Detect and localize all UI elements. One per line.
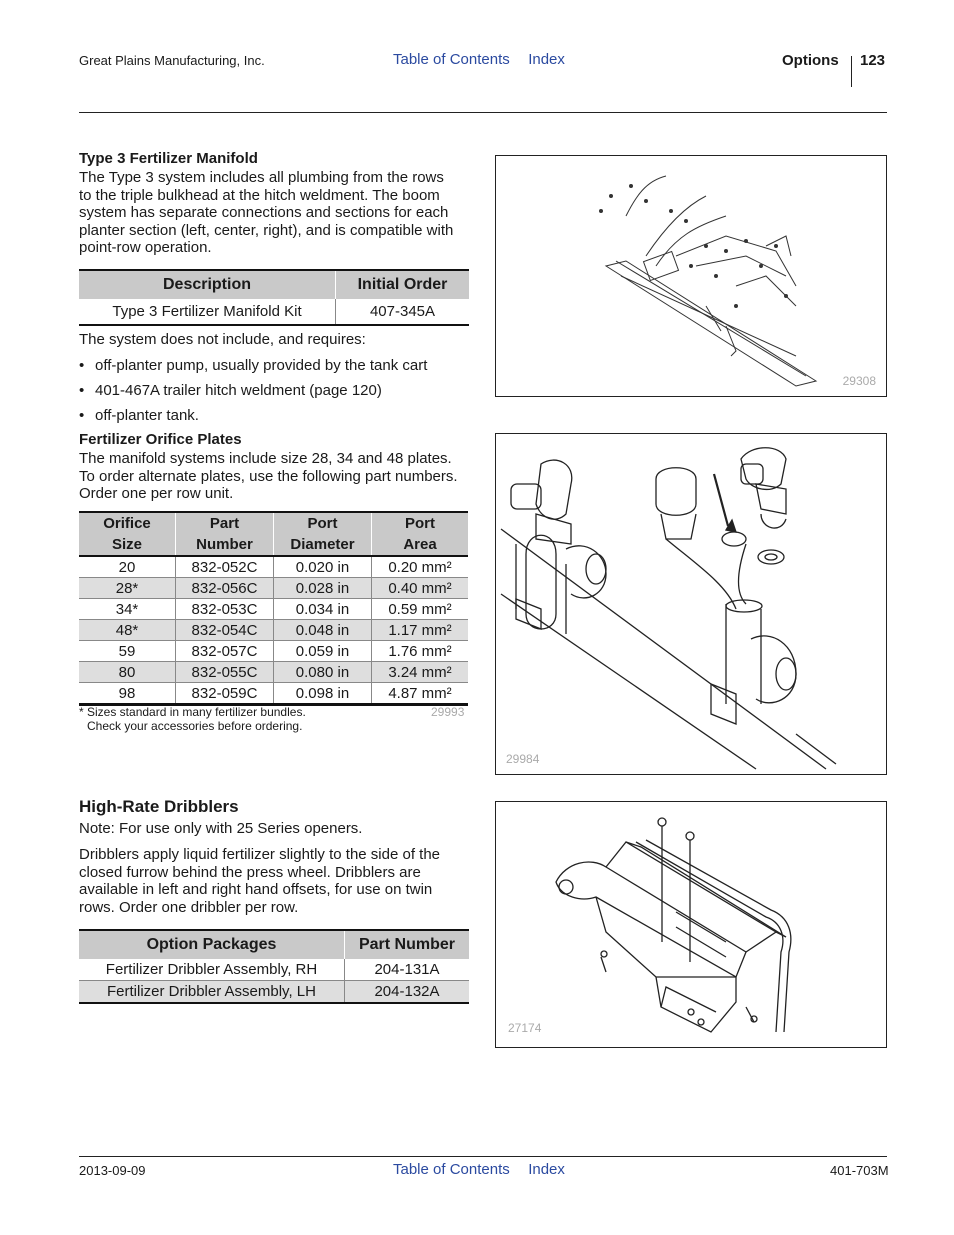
header-rule <box>79 112 887 113</box>
table-row <box>79 662 468 683</box>
list-item-text: off-planter pump, usually provided by the tank cart <box>95 357 428 374</box>
text-line: available in left and right hand offsets, for use on twin <box>79 881 433 898</box>
table-cell: 34* <box>79 599 176 620</box>
text-line: closed furrow behind the press wheel. Dribblers are <box>79 863 421 881</box>
column-header: Description <box>79 270 336 299</box>
table-cell: 98 <box>79 683 176 705</box>
column-header <box>372 512 469 556</box>
table-cell: 0.098 in <box>274 683 372 705</box>
table-row <box>79 578 468 599</box>
table-cell: Fertilizer Dribbler Assembly, LH <box>79 981 345 1004</box>
table-cell: 832-059C <box>176 683 274 705</box>
column-header: Option Packages <box>79 930 345 959</box>
text-line: point-row operation. <box>79 239 212 256</box>
manifold-illustration <box>496 156 886 396</box>
table-row <box>79 959 469 981</box>
table-cell: 59 <box>79 641 176 662</box>
requires-text: The system does not include, and requires: <box>79 331 366 348</box>
table-header-row <box>79 930 469 959</box>
dribbler-illustration <box>496 802 886 1047</box>
list-item <box>79 357 427 374</box>
manifold-heading: Type 3 Fertilizer Manifold <box>79 150 258 167</box>
header-line: Port <box>307 515 338 532</box>
table-cell: 832-057C <box>176 641 274 662</box>
orifice-plates-table <box>79 511 468 706</box>
table-cell: 3.24 mm² <box>372 662 469 683</box>
table-cell: 0.048 in <box>274 620 372 641</box>
header-line: Diameter <box>290 536 355 553</box>
table-row <box>79 556 468 578</box>
table-cell: 204-131A <box>345 959 470 981</box>
table-cell: 0.20 mm² <box>372 556 469 578</box>
list-item-text: off-planter tank. <box>95 407 199 424</box>
table-row <box>79 299 469 325</box>
header-divider <box>851 56 852 87</box>
text-line: to the triple bulkhead at the hitch weldment. The boom <box>79 186 440 204</box>
text-line: rows. Order one dribbler per row. <box>79 898 299 916</box>
footnote-line: * Sizes standard in many fertilizer bundles. <box>79 705 306 719</box>
table-cell: 0.59 mm² <box>372 599 469 620</box>
table-cell: 0.40 mm² <box>372 578 469 599</box>
table-row <box>79 599 468 620</box>
company-name: Great Plains Manufacturing, Inc. <box>79 53 265 68</box>
column-header <box>274 512 372 556</box>
table-cell: Type 3 Fertilizer Manifold Kit <box>79 299 336 325</box>
footer-nav <box>393 1161 579 1179</box>
footer-rule <box>79 1156 887 1157</box>
table-cell: 48* <box>79 620 176 641</box>
bullet-icon: • <box>79 357 85 374</box>
table-cell: 28* <box>79 578 176 599</box>
list-item <box>79 407 199 424</box>
bullet-icon: • <box>79 382 85 399</box>
orifice-intro <box>79 450 479 503</box>
figure-number: 29984 <box>506 752 540 766</box>
table-cell: 0.059 in <box>274 641 372 662</box>
column-header <box>79 512 176 556</box>
table-cell: 4.87 mm² <box>372 683 469 705</box>
header-line: Area <box>403 536 437 553</box>
header-line: Orifice <box>103 515 151 532</box>
table-cell: 1.76 mm² <box>372 641 469 662</box>
table-cell: 832-052C <box>176 556 274 578</box>
table-cell: 0.020 in <box>274 556 372 578</box>
text-line: To order alternate plates, use the following part numbers. <box>79 467 458 485</box>
list-item <box>79 382 382 399</box>
table-row <box>79 620 468 641</box>
table-cell: 0.034 in <box>274 599 372 620</box>
index-link[interactable]: Index <box>528 1161 565 1178</box>
table-cell: 0.028 in <box>274 578 372 599</box>
orifice-figure <box>495 433 887 775</box>
header-line: Port <box>405 515 435 532</box>
toc-link[interactable]: Table of Contents <box>393 51 510 68</box>
text-line: planter section (left, center, right), and is compatible with <box>79 221 454 239</box>
figure-number: 29308 <box>842 374 876 388</box>
text-line: The Type 3 system includes all plumbing from the rows <box>79 169 444 186</box>
index-link[interactable]: Index <box>528 51 565 68</box>
manifold-figure <box>495 155 887 397</box>
table-cell: 407-345A <box>369 303 436 320</box>
table-cell: 832-053C <box>176 599 274 620</box>
page-number: 123 <box>860 52 886 69</box>
text-line: system has separate connections and sections for each <box>79 204 449 221</box>
bullet-icon: • <box>79 407 85 424</box>
dribblers-heading: High-Rate Dribblers <box>79 797 239 816</box>
table-cell: Fertilizer Dribbler Assembly, RH <box>79 959 345 981</box>
section-title: Options <box>782 52 839 69</box>
list-item-text: 401-467A trailer hitch weldment (page 120) <box>95 382 382 399</box>
column-header: Part Number <box>345 930 470 959</box>
column-header: Initial Order <box>336 270 470 299</box>
manifold-intro <box>79 169 479 257</box>
text-line: The manifold systems include size 28, 34 and 48 plates. <box>79 450 452 467</box>
header-nav <box>393 51 579 69</box>
toc-link[interactable]: Table of Contents <box>393 1161 510 1178</box>
footer-date: 2013-09-09 <box>79 1163 146 1178</box>
header-line: Size <box>111 536 142 553</box>
table-footnote <box>79 705 306 733</box>
table-figure-number: 29993 <box>431 705 465 719</box>
column-header <box>176 512 274 556</box>
dribbler-figure <box>495 801 887 1048</box>
header-line: Number <box>196 536 253 553</box>
dribblers-note: Note: For use only with 25 Series openers. <box>79 820 363 837</box>
table-cell: 832-055C <box>176 662 274 683</box>
footnote-line: Check your accessories before ordering. <box>87 719 303 733</box>
table-cell: 832-054C <box>176 620 274 641</box>
table-header-row <box>79 512 468 556</box>
table-cell: 204-132A <box>345 981 470 1004</box>
table-cell: 80 <box>79 662 176 683</box>
text-line: Dribblers apply liquid fertilizer slightly to the side of the <box>79 846 441 863</box>
table-cell: 0.080 in <box>274 662 372 683</box>
table-cell: 20 <box>79 556 176 578</box>
table-row <box>79 683 468 705</box>
orifice-illustration <box>496 434 886 774</box>
header-line: Part <box>209 515 240 532</box>
table-cell: 832-056C <box>176 578 274 599</box>
orifice-heading: Fertilizer Orifice Plates <box>79 431 242 448</box>
table-cell: 1.17 mm² <box>372 620 469 641</box>
table-row <box>79 641 468 662</box>
figure-number: 27174 <box>508 1021 542 1035</box>
table-header-row <box>79 270 469 299</box>
table-row <box>79 981 469 1004</box>
document-number: 401-703M <box>830 1163 889 1178</box>
text-line: Order one per row unit. <box>79 485 234 502</box>
manifold-kit-table <box>79 269 469 326</box>
dribblers-intro <box>79 846 479 916</box>
dribbler-options-table <box>79 929 469 1004</box>
